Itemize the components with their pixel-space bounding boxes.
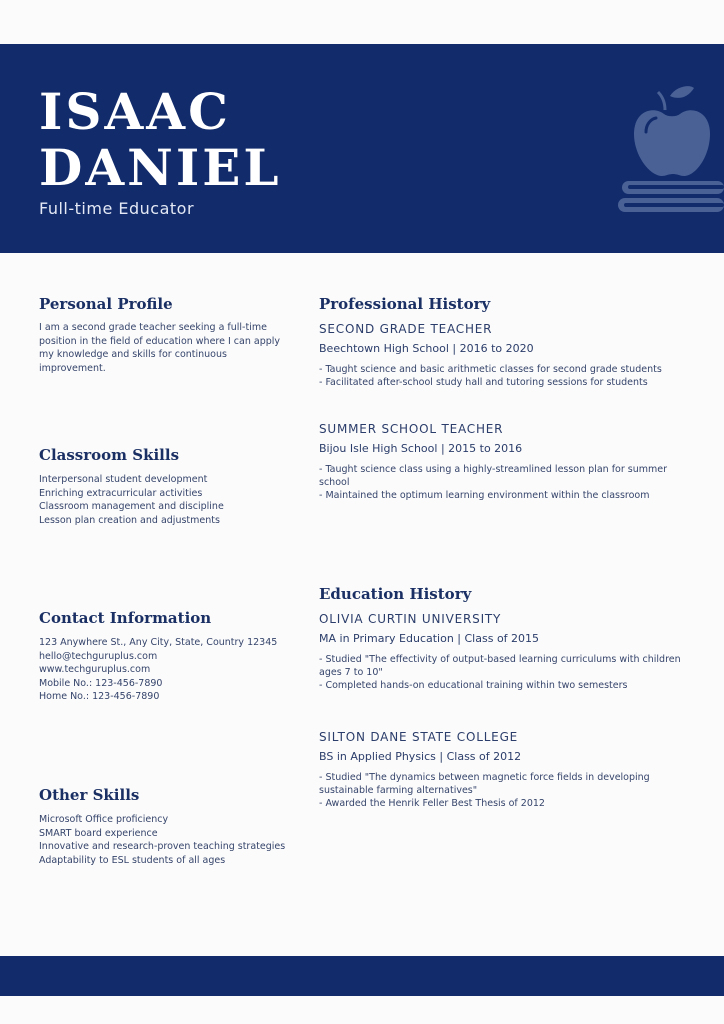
job-bullets bbox=[319, 363, 689, 389]
classroom-skills-section bbox=[39, 445, 299, 527]
list-item: Enriching extracurricular activities bbox=[39, 487, 203, 499]
personal-profile-heading: Personal Profile bbox=[39, 295, 173, 313]
bullet-item: - Maintained the optimum learning environment within the classroom bbox=[319, 490, 650, 501]
job-role: SUMMER SCHOOL TEACHER bbox=[319, 422, 504, 436]
list-item: Microsoft Office proficiency bbox=[39, 814, 169, 825]
first-name: ISAAC bbox=[39, 82, 231, 141]
bullet-item: - Taught science class using a highly-streamlined lesson plan for summer school bbox=[319, 464, 668, 488]
bullet-item: - Taught science and basic arithmetic classes for second grade students bbox=[319, 364, 662, 375]
apple-on-books-icon bbox=[618, 84, 724, 214]
bullet-item: - Studied "The effectivity of output-based learning curriculums with children ages 7 to 10" bbox=[319, 654, 681, 678]
last-name: DANIEL bbox=[39, 138, 282, 197]
list-item: Interpersonal student development bbox=[39, 474, 208, 485]
job-organization: Bijou Isle High School | 2015 to 2016 bbox=[319, 442, 523, 455]
classroom-skills-list bbox=[39, 473, 299, 527]
other-skills-heading: Other Skills bbox=[39, 786, 140, 804]
school-name: SILTON DANE STATE COLLEGE bbox=[319, 730, 519, 744]
list-item: Classroom management and discipline bbox=[39, 501, 224, 512]
mobile-number: Mobile No.: 123-456-7890 bbox=[39, 677, 163, 689]
home-number: Home No.: 123-456-7890 bbox=[39, 691, 160, 702]
contact-information-heading: Contact Information bbox=[39, 609, 212, 627]
professional-history-heading-block bbox=[319, 294, 689, 314]
school-name: OLIVIA CURTIN UNIVERSITY bbox=[319, 612, 502, 626]
job-entry bbox=[319, 321, 689, 389]
website: www.techguruplus.com bbox=[39, 664, 151, 675]
education-entry bbox=[319, 729, 689, 810]
bullet-item: - Awarded the Henrik Feller Best Thesis of 2012 bbox=[319, 798, 545, 809]
contact-list bbox=[39, 636, 309, 704]
job-bullets bbox=[319, 463, 689, 502]
other-skills-list bbox=[39, 813, 309, 867]
footer-band bbox=[0, 956, 724, 996]
address: 123 Anywhere St., Any City, State, Country 12345 bbox=[39, 637, 278, 648]
education-bullets bbox=[319, 653, 689, 692]
bullet-item: - Facilitated after-school study hall and tutoring sessions for students bbox=[319, 377, 648, 388]
candidate-name bbox=[39, 84, 282, 196]
education-history-heading: Education History bbox=[319, 585, 472, 603]
job-role: SECOND GRADE TEACHER bbox=[319, 322, 493, 336]
education-history-heading-block bbox=[319, 584, 689, 604]
degree: MA in Primary Education | Class of 2015 bbox=[319, 632, 540, 645]
list-item: Adaptability to ESL students of all ages bbox=[39, 854, 226, 866]
degree: BS in Applied Physics | Class of 2012 bbox=[319, 750, 522, 763]
education-bullets bbox=[319, 771, 689, 810]
personal-profile-text: I am a second grade teacher seeking a full-time position in the field of education where I can apply my knowledge and skills for continuous improvement. bbox=[39, 322, 281, 374]
contact-information-section bbox=[39, 608, 309, 704]
list-item: SMART board experience bbox=[39, 827, 158, 839]
list-item: Innovative and research-proven teaching strategies bbox=[39, 841, 286, 852]
bullet-item: - Studied "The dynamics between magnetic force fields in developing sustainable farming alternatives" bbox=[319, 772, 650, 796]
job-title: Full-time Educator bbox=[39, 199, 195, 218]
personal-profile-section bbox=[39, 294, 289, 375]
job-organization: Beechtown High School | 2016 to 2020 bbox=[319, 342, 534, 355]
resume-header bbox=[0, 44, 724, 253]
list-item: Lesson plan creation and adjustments bbox=[39, 514, 220, 526]
professional-history-heading: Professional History bbox=[319, 295, 491, 313]
classroom-skills-heading: Classroom Skills bbox=[39, 446, 180, 464]
other-skills-section bbox=[39, 785, 309, 867]
education-entry bbox=[319, 611, 689, 692]
job-entry bbox=[319, 421, 689, 502]
bullet-item: - Completed hands-on educational training within two semesters bbox=[319, 680, 628, 691]
email: hello@techguruplus.com bbox=[39, 650, 158, 662]
